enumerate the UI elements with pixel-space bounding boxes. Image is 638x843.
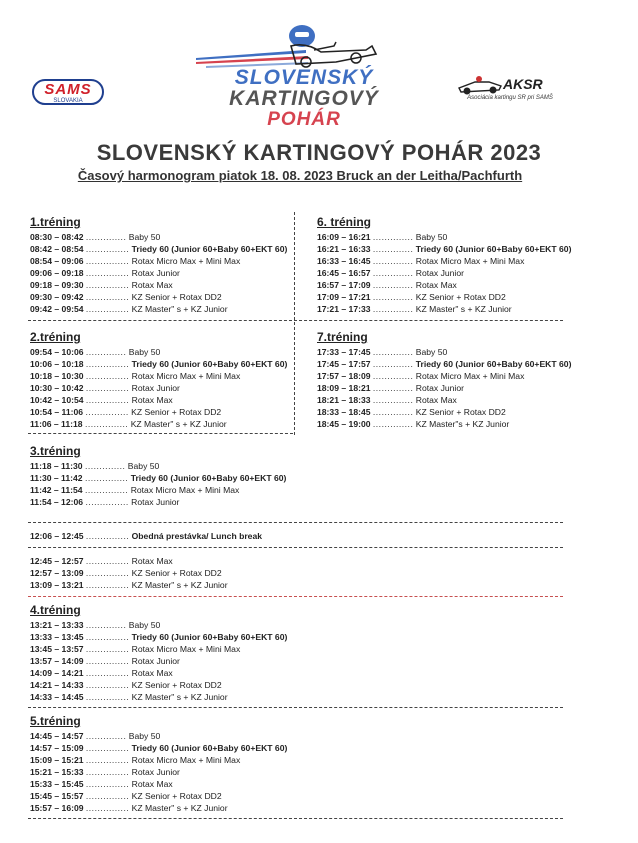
row-class: Rotax Junior [131, 656, 180, 667]
session-3 [30, 444, 286, 508]
row-time: 09:30 – 09:42 [30, 292, 84, 303]
schedule-row [30, 279, 287, 291]
row-time: 14:21 – 14:33 [30, 680, 84, 691]
column-divider [294, 212, 295, 435]
row-class: Rotax Junior [415, 383, 464, 394]
logo-line-3: POHÁR [267, 109, 341, 130]
row-leader: .............. [372, 371, 414, 382]
schedule-row [30, 406, 287, 418]
row-class: Baby 50 [415, 347, 448, 357]
schedule-row [317, 231, 571, 243]
schedule-row [30, 555, 228, 567]
schedule-row [30, 291, 287, 303]
row-time: 13:45 – 13:57 [30, 644, 84, 655]
schedule-row [30, 766, 287, 778]
divider-line [28, 547, 563, 548]
row-class: Rotax Max [131, 280, 173, 291]
row-class: Triedy 60 (Junior 60+Baby 60+EKT 60) [131, 244, 288, 255]
aksr-logo-text: AKSR [503, 76, 543, 92]
row-leader: .............. [372, 419, 414, 430]
schedule-row [30, 655, 287, 667]
schedule-row [30, 231, 287, 243]
row-leader: .............. [372, 383, 414, 394]
row-class: Rotax Max [131, 395, 173, 406]
row-leader: ............... [85, 632, 130, 643]
aksr-logo [455, 70, 565, 108]
row-time: 18:09 – 18:21 [317, 383, 371, 394]
row-leader: ............... [85, 755, 130, 766]
row-leader: ............... [85, 692, 130, 703]
schedule-row [317, 346, 571, 358]
logo-line-2: KARTINGOVÝ [229, 87, 379, 110]
row-leader: ............... [85, 256, 130, 267]
row-time: 13:57 – 14:09 [30, 656, 84, 667]
row-leader: .............. [372, 395, 414, 406]
row-class: Triedy 60 (Junior 60+Baby 60+EKT 60) [415, 244, 572, 255]
session-1 [30, 215, 287, 315]
divider-line [28, 320, 563, 321]
row-class: KZ Master" s + KZ Junior [415, 304, 512, 315]
schedule-row [317, 243, 571, 255]
row-class: Rotax Micro Max + Mini Max [130, 485, 240, 496]
row-time: 17:09 – 17:21 [317, 292, 371, 303]
logo-line-1: SLOVENSKÝ [234, 66, 374, 89]
row-time: 09:06 – 09:18 [30, 268, 84, 279]
divider-line [28, 818, 563, 819]
row-leader: ............... [85, 779, 130, 790]
row-leader: .............. [85, 347, 127, 357]
row-class: Rotax Max [415, 280, 457, 291]
row-class: Baby 50 [128, 347, 161, 357]
row-time: 15:09 – 15:21 [30, 755, 84, 766]
schedule-row [317, 255, 571, 267]
session-7 [317, 330, 571, 430]
row-class: KZ Senior + Rotax DD2 [415, 292, 506, 303]
schedule-row [317, 370, 571, 382]
session-heading: 6. tréning [317, 215, 372, 229]
row-class: Rotax Max [131, 556, 173, 566]
aksr-logo-sub: Asociácia kartingu SR pri SAMŠ [467, 95, 553, 101]
schedule-row [317, 303, 571, 315]
row-time: 08:42 – 08:54 [30, 244, 84, 255]
row-class: Rotax Micro Max + Mini Max [131, 371, 241, 382]
row-time: 08:54 – 09:06 [30, 256, 84, 267]
schedule-row [317, 267, 571, 279]
row-time: 18:45 – 19:00 [317, 419, 371, 430]
schedule-row [30, 742, 287, 754]
row-leader: .............. [85, 731, 127, 741]
session-heading: 2.tréning [30, 330, 81, 344]
row-leader: ............... [84, 419, 129, 430]
row-class: Rotax Junior [131, 268, 180, 279]
session-heading: 3.tréning [30, 444, 81, 458]
row-class: KZ Senior + Rotax DD2 [131, 680, 222, 691]
schedule-row [30, 472, 286, 484]
row-class: Baby 50 [127, 461, 160, 471]
schedule-row [30, 243, 287, 255]
schedule-row [30, 567, 228, 579]
row-class: Triedy 60 (Junior 60+Baby 60+EKT 60) [131, 743, 288, 754]
schedule-row [30, 631, 287, 643]
schedule-row [30, 267, 287, 279]
schedule-row [30, 382, 287, 394]
schedule-row [30, 643, 287, 655]
row-class: Rotax Max [415, 395, 457, 406]
row-time: 18:21 – 18:33 [317, 395, 371, 406]
session-4 [30, 603, 287, 703]
schedule-row [317, 406, 571, 418]
row-leader: ............... [85, 395, 130, 406]
row-class: Rotax Max [131, 668, 173, 679]
session-heading: 4.tréning [30, 603, 81, 617]
schedule-row [317, 358, 571, 370]
row-time: 15:45 – 15:57 [30, 791, 84, 802]
row-leader: ............... [85, 304, 130, 315]
row-leader: ............... [85, 292, 130, 303]
row-time: 14:09 – 14:21 [30, 668, 84, 679]
row-leader: .............. [372, 347, 414, 357]
row-leader: ............... [84, 473, 129, 484]
sams-logo [32, 79, 102, 105]
row-class: Rotax Junior [131, 497, 180, 508]
kart-icon [455, 72, 505, 96]
row-time: 13:21 – 13:33 [30, 620, 84, 630]
row-class: Rotax Junior [131, 767, 180, 778]
lunch-break [30, 530, 262, 542]
row-class: Triedy 60 (Junior 60+Baby 60+EKT 60) [131, 632, 288, 643]
row-time: 09:54 – 10:06 [30, 347, 84, 357]
row-time: 11:18 – 11:30 [30, 461, 83, 471]
row-time: 13:09 – 13:21 [30, 580, 84, 591]
row-time: 17:33 – 17:45 [317, 347, 371, 357]
row-class: KZ Master" s + KZ Junior [131, 580, 228, 591]
schedule-row [30, 303, 287, 315]
schedule-row [30, 667, 287, 679]
row-time: 18:33 – 18:45 [317, 407, 371, 418]
row-class: Baby 50 [128, 731, 161, 741]
row-time: 11:54 – 12:06 [30, 497, 84, 508]
row-class: KZ Master" s + KZ Junior [131, 692, 228, 703]
schedule-row [30, 370, 287, 382]
row-leader: ............... [85, 244, 130, 255]
row-time: 16:33 – 16:45 [317, 256, 371, 267]
row-leader: .............. [372, 304, 414, 315]
divider-line [28, 596, 563, 597]
schedule-row [317, 279, 571, 291]
row-time: 11:42 – 11:54 [30, 485, 83, 496]
schedule-row [30, 418, 287, 430]
row-leader: ............... [85, 497, 129, 508]
row-leader: .............. [372, 280, 414, 291]
row-class: KZ Senior + Rotax DD2 [415, 407, 506, 418]
schedule-row [30, 579, 228, 591]
sams-logo-text: SAMS [44, 81, 92, 98]
divider-line [28, 433, 293, 434]
row-time: 10:06 – 10:18 [30, 359, 84, 370]
sams-logo-sub: SLOVAKIA [53, 98, 83, 104]
row-class: Rotax Micro Max + Mini Max [131, 644, 241, 655]
row-leader: .............. [372, 292, 414, 303]
schedule-row [317, 418, 571, 430]
schedule-row [30, 619, 287, 631]
row-class: Rotax Micro Max + Mini Max [415, 256, 525, 267]
schedule-row [317, 291, 571, 303]
row-leader: ............... [85, 568, 130, 579]
row-time: 16:21 – 16:33 [317, 244, 371, 255]
schedule-row [30, 778, 287, 790]
row-time: 11:30 – 11:42 [30, 473, 83, 484]
row-class: KZ Master"s + KZ Junior [415, 419, 510, 430]
row-time: 13:33 – 13:45 [30, 632, 84, 643]
lunch-row: 12:06 – 12:45 ............... Obedná prestávka/ Lunch break [30, 531, 263, 541]
row-class: KZ Master" s + KZ Junior [130, 419, 227, 430]
schedule-row [30, 802, 287, 814]
schedule-row [30, 484, 286, 496]
row-leader: ............... [85, 556, 130, 566]
row-time: 10:54 – 11:06 [30, 407, 84, 418]
row-leader: .............. [372, 359, 414, 370]
row-leader: ............... [85, 767, 130, 778]
row-time: 17:21 – 17:33 [317, 304, 371, 315]
row-class: Triedy 60 (Junior 60+Baby 60+EKT 60) [130, 473, 287, 484]
row-time: 10:18 – 10:30 [30, 371, 84, 382]
row-time: 12:45 – 12:57 [30, 556, 84, 566]
row-leader: .............. [372, 232, 414, 242]
row-leader: ............... [85, 680, 130, 691]
row-class: Triedy 60 (Junior 60+Baby 60+EKT 60) [131, 359, 288, 370]
row-class: Rotax Junior [131, 383, 180, 394]
session-6 [317, 215, 571, 315]
row-leader: ............... [85, 371, 130, 382]
row-leader: ............... [85, 803, 130, 814]
row-leader: ............... [85, 359, 130, 370]
page-title: SLOVENSKÝ KARTINGOVÝ POHÁR 2023 [96, 140, 542, 165]
row-time: 09:18 – 09:30 [30, 280, 84, 291]
row-class: Rotax Micro Max + Mini Max [415, 371, 525, 382]
row-class: KZ Senior + Rotax DD2 [131, 791, 222, 802]
schedule-row [30, 679, 287, 691]
kart-driver-icon [196, 22, 412, 72]
row-leader: ............... [85, 668, 130, 679]
row-class: Rotax Max [131, 779, 173, 790]
session-heading: 1.tréning [30, 215, 81, 229]
row-time: 10:30 – 10:42 [30, 383, 84, 394]
row-class: KZ Senior + Rotax DD2 [131, 292, 222, 303]
row-time: 16:09 – 16:21 [317, 232, 371, 242]
divider-line [28, 522, 563, 523]
row-time: 09:42 – 09:54 [30, 304, 84, 315]
row-time: 15:33 – 15:45 [30, 779, 84, 790]
row-leader: ............... [85, 268, 130, 279]
row-leader: .............. [372, 407, 414, 418]
row-leader: .............. [85, 620, 127, 630]
session-heading: 7.tréning [317, 330, 368, 344]
row-class: Rotax Micro Max + Mini Max [131, 256, 241, 267]
schedule-row [30, 460, 286, 472]
session-heading: 5.tréning [30, 714, 81, 728]
row-leader: ............... [85, 743, 130, 754]
session-3-continued [30, 555, 228, 591]
schedule-row [30, 790, 287, 802]
row-leader: .............. [372, 244, 414, 255]
row-time: 16:45 – 16:57 [317, 268, 371, 279]
schedule-row [30, 394, 287, 406]
row-class: Baby 50 [128, 620, 161, 630]
schedule-row [30, 496, 286, 508]
row-leader: ............... [85, 580, 130, 591]
schedule-row [30, 754, 287, 766]
row-time: 15:57 – 16:09 [30, 803, 84, 814]
session-2 [30, 330, 287, 430]
row-class: KZ Master" s + KZ Junior [131, 304, 228, 315]
schedule-row [317, 394, 571, 406]
row-leader: ............... [85, 407, 129, 418]
row-time: 12:57 – 13:09 [30, 568, 84, 579]
row-time: 14:33 – 14:45 [30, 692, 84, 703]
schedule-row [30, 346, 287, 358]
row-time: 17:57 – 18:09 [317, 371, 371, 382]
row-leader: .............. [372, 256, 414, 267]
schedule-row [30, 691, 287, 703]
page-subtitle: Časový harmonogram piatok 18. 08. 2023 Bruck an der Leitha/Pachfurth [77, 168, 523, 183]
row-leader: ............... [84, 485, 129, 496]
row-class: Baby 50 [128, 232, 161, 242]
row-leader: .............. [372, 268, 414, 279]
session-5 [30, 714, 287, 814]
row-class: Rotax Micro Max + Mini Max [131, 755, 241, 766]
row-leader: ............... [85, 656, 130, 667]
row-leader: ............... [85, 791, 130, 802]
row-time: 08:30 – 08:42 [30, 232, 84, 242]
row-time: 14:57 – 15:09 [30, 743, 84, 754]
schedule-row [30, 730, 287, 742]
row-time: 10:42 – 10:54 [30, 395, 84, 406]
row-class: Triedy 60 (Junior 60+Baby 60+EKT 60) [415, 359, 572, 370]
schedule-row [30, 358, 287, 370]
row-time: 15:21 – 15:33 [30, 767, 84, 778]
schedule-row [30, 255, 287, 267]
row-leader: ............... [85, 383, 130, 394]
row-time: 16:57 – 17:09 [317, 280, 371, 291]
row-leader: .............. [85, 232, 127, 242]
divider-line [28, 707, 563, 708]
schedule-row [317, 382, 571, 394]
row-time: 11:06 – 11:18 [30, 419, 83, 430]
row-class: Baby 50 [415, 232, 448, 242]
row-class: KZ Senior + Rotax DD2 [131, 407, 222, 418]
row-time: 14:45 – 14:57 [30, 731, 84, 741]
row-class: KZ Senior + Rotax DD2 [131, 568, 222, 579]
row-leader: .............. [84, 461, 126, 471]
skp-logo [196, 22, 412, 132]
row-time: 17:45 – 17:57 [317, 359, 371, 370]
row-leader: ............... [85, 644, 130, 655]
row-class: KZ Master" s + KZ Junior [131, 803, 228, 814]
row-class: Rotax Junior [415, 268, 464, 279]
row-leader: ............... [85, 280, 130, 291]
